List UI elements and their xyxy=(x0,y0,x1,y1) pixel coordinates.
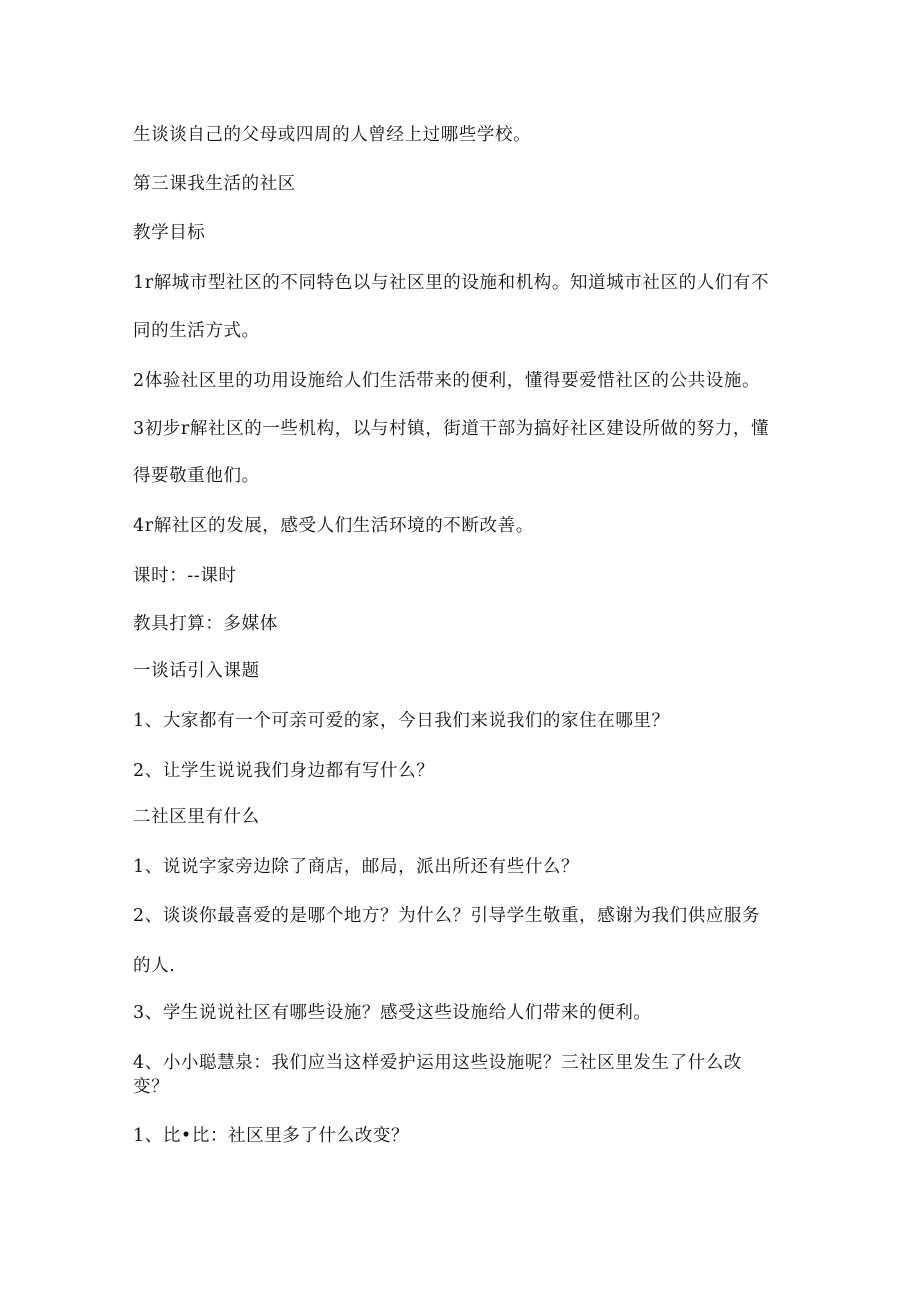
text-line: 1r解城市型社区的不同特色以与社区里的设施和机构。知道城市社区的人们有不 xyxy=(133,273,770,293)
text-line: 同的生活方式。 xyxy=(133,321,260,341)
text-line: 变？ xyxy=(133,1077,170,1097)
lesson-title: 第三课我生活的社区 xyxy=(133,174,296,194)
text-line: 1、大家都有一个可亲可爱的家，今日我们来说我们的家住在哪里？ xyxy=(133,711,670,731)
text-line: 1、说说字家旁边除了商店，邮局，派出所还有些什么？ xyxy=(133,857,580,877)
text-line: 3、学生说说社区有哪些设施？感受这些设施给人们带来的便利。 xyxy=(133,1003,652,1023)
section-heading: 二社区里有什么 xyxy=(133,807,260,827)
text-line: 4r解社区的发展，感受人们生活环境的不断改善。 xyxy=(133,516,534,536)
text-line: 的人. xyxy=(133,956,176,976)
text-line: 2体验社区里的功用设施给人们生活带来的便利，懂得要爱惜社区的公共设施。 xyxy=(133,371,761,391)
text-line: 教具打算：多媒体 xyxy=(133,614,278,634)
section-heading: 教学目标 xyxy=(133,223,206,243)
text-line: 4、小小聪慧泉：我们应当这样爱护运用这些设施呢？三社区里发生了什么改 xyxy=(133,1053,743,1073)
text-line: 3初步r解社区的一些机构，以与村镇，街道干部为搞好社区建设所做的努力，懂 xyxy=(133,419,770,439)
text-line: 2、谈谈你最喜爱的是哪个地方？为什么？引导学生敬重，感谢为我们供应服务 xyxy=(133,906,761,926)
text-line: 得要敬重他们。 xyxy=(133,466,260,486)
text-line: 生谈谈自己的父母或四周的人曾经上过哪些学校。 xyxy=(133,125,532,145)
text-line: 2、让学生说说我们身边都有写什么？ xyxy=(133,761,435,781)
text-line: 课时：--课时 xyxy=(133,566,237,586)
text-line: 1、比•比：社区里多了什么改变？ xyxy=(133,1126,410,1146)
section-heading: 一谈话引入课题 xyxy=(133,661,260,681)
